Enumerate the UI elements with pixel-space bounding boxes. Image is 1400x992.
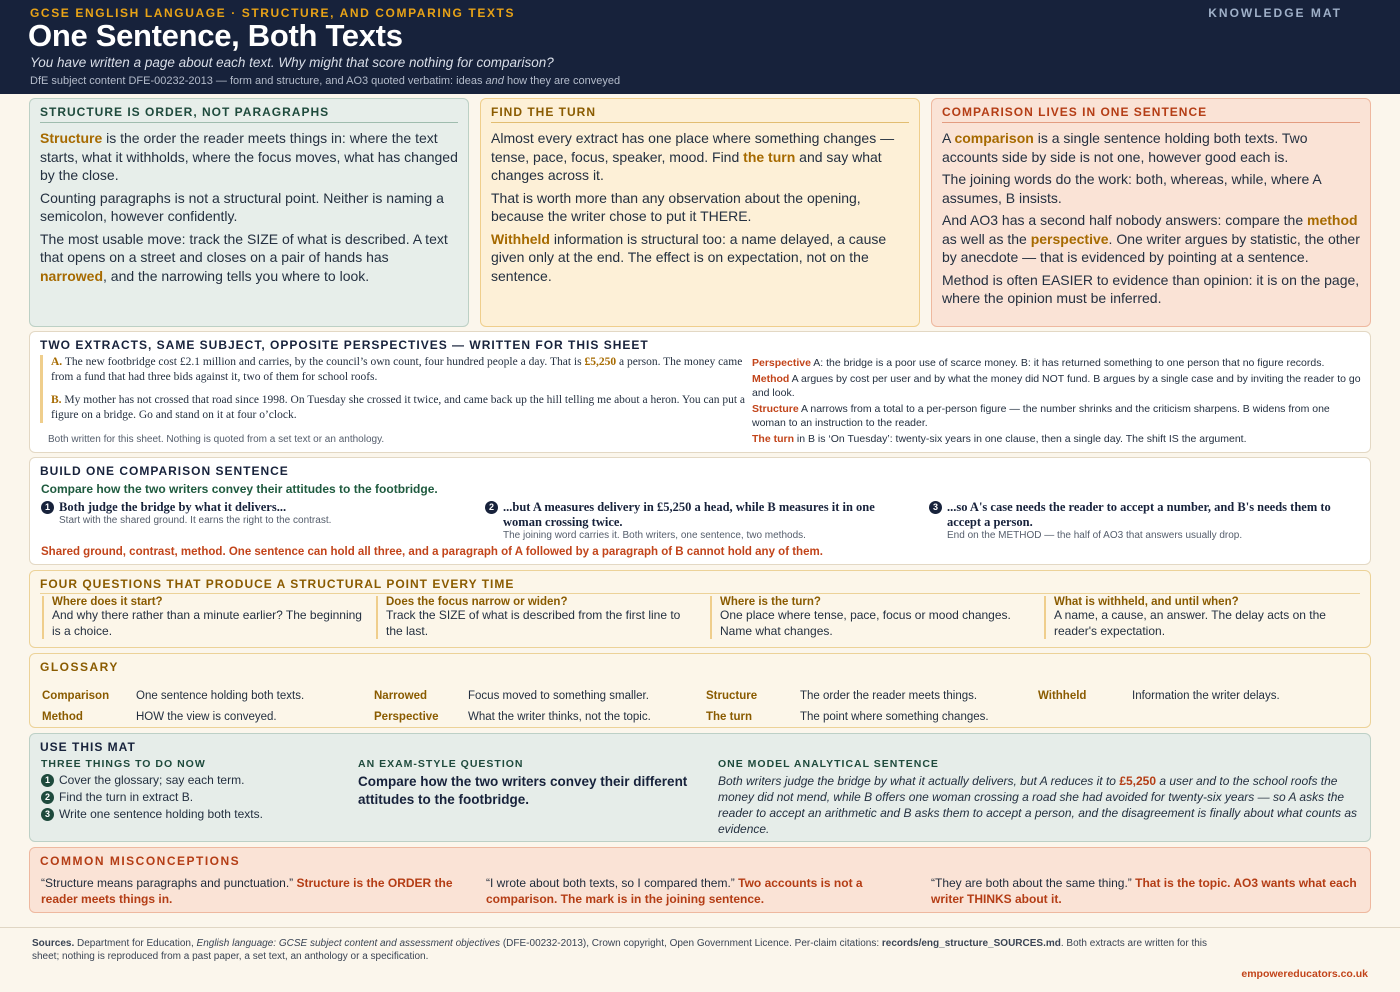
build-card <box>29 457 1371 565</box>
glossary-entry-perspective: Perspective What the writer thinks, not the topic. <box>374 711 651 723</box>
page-subtitle: You have written a page about each text. Why might that score nothing for comparison? <box>30 55 554 70</box>
model-sentence: ONE MODEL ANALYTICAL SENTENCE Both writers judge the bridge by what it actually delivers, but A reduces it to £5,250 a user and to the school roofs the money did not mend, while B offers one woman crossing a road she had avoided for twenty-six years — so A asks the reader to accept an arithmetic and B asks them to accept a person, and the disagreement is finally about what counts as evidence. <box>718 758 1358 836</box>
glossary-col-4 <box>1038 686 1280 704</box>
turn-card-title: FIND THE TURN <box>491 99 909 123</box>
glossary-entry-comparison: Comparison One sentence holding both texts. <box>42 690 305 702</box>
analysis-perspective: Perspective A: the bridge is a poor use of scarce money. B: it has returned something to one person that no figure records. <box>752 357 1325 369</box>
extracts-title: TWO EXTRACTS, SAME SUBJECT, OPPOSITE PERSPECTIVES — WRITTEN FOR THIS SHEET <box>40 338 649 352</box>
structure-card <box>29 98 469 327</box>
turn-card <box>480 98 920 327</box>
glossary-card <box>29 653 1371 728</box>
analysis-method: Method A argues by cost per user and by what the money did NOT fund. B argues by a single case and by inviting the reader to go and look. <box>752 372 1361 399</box>
build-step-2: 2 ...but A measures delivery in £5,250 a head, while B measures it in one woman crossing twice. The joining word carries it. Both writers, one sentence, two methods. <box>485 500 915 541</box>
glossary-entry-structure: Structure The order the reader meets things. <box>706 690 978 702</box>
glossary-title: GLOSSARY <box>40 660 119 674</box>
questions-title: FOUR QUESTIONS THAT PRODUCE A STRUCTURAL POINT EVERY TIME <box>40 571 1360 594</box>
build-summary: Shared ground, contrast, method. One sentence can hold all three, and a paragraph of A followed by a paragraph of B cannot hold any of them. <box>41 546 823 558</box>
glossary-entry-withheld: Withheld Information the writer delays. <box>1038 690 1280 702</box>
thing-1: 1 Cover the glossary; say each term. <box>41 773 341 787</box>
misconceptions-title: COMMON MISCONCEPTIONS <box>40 854 241 868</box>
page-title: One Sentence, Both Texts <box>28 18 403 53</box>
glossary-entry-the-turn: The turn The point where something changes. <box>706 711 989 723</box>
page-footer <box>0 927 1400 992</box>
use-mat-title: USE THIS MAT <box>40 740 136 754</box>
knowledge-mat-badge: KNOWLEDGE MAT <box>1208 6 1342 20</box>
glossary-col-1 <box>42 686 304 725</box>
question-1: Where does it start? And why there rather than a minute earlier? The beginning is a choice. <box>42 596 362 639</box>
extract-analysis <box>752 356 1362 446</box>
extracts-card <box>29 331 1371 453</box>
header-kicker: GCSE ENGLISH LANGUAGE · STRUCTURE, AND COMPARING TEXTS <box>30 6 516 20</box>
glossary-entry-narrowed: Narrowed Focus moved to something smaller. <box>374 690 649 702</box>
build-step-3: 3 ...so A's case needs the reader to accept a number, and B's needs them to accept a person. End on the METHOD — the half of AO3 that answers usually drop. <box>929 500 1349 541</box>
misconception-2: “I wrote about both texts, so I compared them.” Two accounts is not a comparison. The mark is in the joining sentence. <box>486 876 863 906</box>
question-4: What is withheld, and until when? A name, a cause, an answer. The delay acts on the reader's expectation. <box>1044 596 1354 639</box>
misconception-1: “Structure means paragraphs and punctuation.” Structure is the ORDER the reader meets things in. <box>41 876 453 906</box>
turn-card-body: Almost every extract has one place where something changes — tense, pace, focus, speaker, mood. Find the turn and say what changes across it. That is worth more than any observation about the opening, because the writer chose to put it THERE. Withheld information is structural too: a name delayed, a cause given only at the end. The effect is on expectation, not on the sentence. <box>491 130 895 284</box>
structure-card-body: Structure is the order the reader meets things in: where the text starts, what it withholds, where the focus moves, what has changed by the close. Counting paragraphs is not a structural point. Neither is naming a semicolon, however confidently. The most usable move: track the SIZE of what is described. A text that opens on a street and closes on a pair of hands has narrowed, and the narrowing tells you where to look. <box>40 130 458 284</box>
thing-3: 3 Write one sentence holding both texts. <box>41 807 341 821</box>
glossary-entry-method: Method HOW the view is conveyed. <box>42 711 277 723</box>
comparison-card-title: COMPARISON LIVES IN ONE SENTENCE <box>942 99 1360 123</box>
site-link[interactable]: empowereducators.co.uk <box>1241 968 1368 980</box>
structure-card-title: STRUCTURE IS ORDER, NOT PARAGRAPHS <box>40 99 458 123</box>
misconceptions-card <box>29 847 1371 913</box>
extract-a: A. The new footbridge cost £2.1 million and carries, by the council’s own count, four hundred people a day. That is £5,250 a person. The money came from a fund that had three bids against it, two of them for school roofs. <box>51 356 743 383</box>
build-prompt: Compare how the two writers convey their attitudes to the footbridge. <box>41 482 438 496</box>
build-step-1: 1 Both judge the bridge by what it delivers... Start with the shared ground. It earns the right to the contrast. <box>41 500 471 526</box>
extract-b: B. My mother has not crossed that road since 1998. On Tuesday she crossed it twice, and came back up the hill telling me about a heron. You can put a figure on a bridge. Go and stand on it at four o’clock. <box>51 394 746 421</box>
glossary-col-3 <box>706 686 989 725</box>
question-2: Does the focus narrow or widen? Track the SIZE of what is described from the first line to the last. <box>376 596 696 639</box>
comparison-card-body: A comparison is a single sentence holding both texts. Two accounts side by side is not one, however good each is. The joining words do the work: both, whereas, while, where A assumes, B insists. And AO3 has a second half nobody answers: compare the method as well as the perspective. One writer argues by statistic, the other by anecdote — that is evidenced by pointing at a sentence. Method is often EASIER to evidence than opinion: it is on the page, where the opinion must be inferred. <box>942 130 1360 306</box>
glossary-col-2 <box>374 686 651 725</box>
analysis-turn: The turn in B is ‘On Tuesday’: twenty-six years in one clause, then a single day. The shift IS the argument. <box>752 432 1247 445</box>
sources-note: Sources. Department for Education, English language: GCSE subject content and assessment objectives (DFE-00232-2013), Crown copyright, Open Government Licence. Per-claim citations: records/eng_structure_SOURCES.md. Both extracts are written for this sheet; nothing is reproduced from a past paper, a set text, an anthology or a specification. <box>32 938 1208 962</box>
extracts-note: Both written for this sheet. Nothing is quoted from a set text or an anthology. <box>48 434 385 445</box>
analysis-structure: Structure A narrows from a total to a per-person figure — the number shrinks and the criticism sharpens. B widens from one woman to an instruction to the reader. <box>752 402 1330 429</box>
exam-question: AN EXAM-STYLE QUESTION Compare how the two writers convey their different attitudes to the footbridge. <box>358 758 688 807</box>
thing-2: 2 Find the turn in extract B. <box>41 790 341 804</box>
comparison-card <box>931 98 1371 327</box>
extract-texts <box>40 355 751 423</box>
questions-card <box>29 570 1371 648</box>
use-mat-card <box>29 733 1371 842</box>
three-things: THREE THINGS TO DO NOW 1 Cover the glossary; say each term. 2 Find the turn in extract B. 3 Write one sentence holding both texts. <box>41 758 341 821</box>
header-source: DfE subject content DFE-00232-2013 — form and structure, and AO3 quoted verbatim: ideas and how they are conveyed <box>30 75 621 87</box>
build-title: BUILD ONE COMPARISON SENTENCE <box>40 464 289 478</box>
page-header <box>0 0 1400 94</box>
question-3: Where is the turn? One place where tense, pace, focus or mood changes. Name what changes. <box>710 596 1030 639</box>
misconception-3: “They are both about the same thing.” That is the topic. AO3 wants what each writer THINKS about it. <box>931 876 1357 906</box>
